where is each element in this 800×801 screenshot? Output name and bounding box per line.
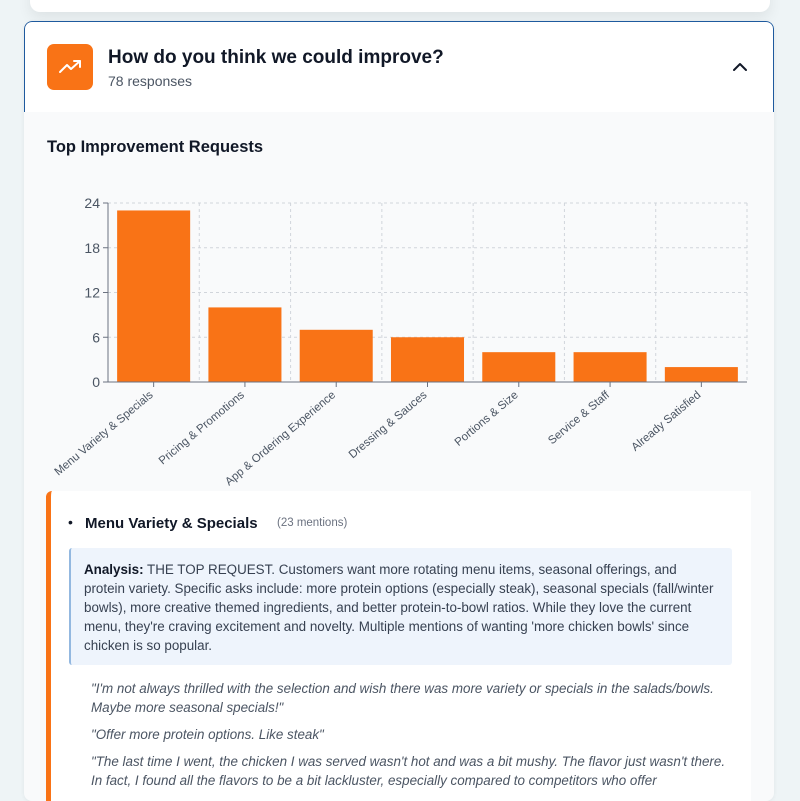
- y-tick-label: 18: [84, 239, 100, 256]
- y-tick-label: 0: [92, 374, 100, 390]
- bar[interactable]: [300, 330, 373, 382]
- x-tick-label: Portions & Size: [452, 389, 521, 449]
- x-tick-label: Service & Staff: [546, 389, 612, 448]
- response-count: 78 responses: [108, 73, 193, 89]
- trending-up-icon: [47, 44, 93, 90]
- y-tick-label: 6: [92, 329, 100, 346]
- analysis-box: [69, 548, 732, 665]
- bar[interactable]: [574, 352, 647, 382]
- quote-item: "Offer more protein options. Like steak": [91, 727, 324, 742]
- question-card: [24, 21, 774, 801]
- category-title: Menu Variety & Specials: [85, 515, 258, 532]
- question-title: How do you think we could improve?: [108, 47, 444, 68]
- card-header[interactable]: [24, 21, 774, 112]
- category-detail-card: [46, 491, 751, 801]
- y-tick-label: 24: [84, 195, 100, 211]
- x-tick-label: Already Satisfied: [629, 389, 704, 454]
- analysis-text: THE TOP REQUEST. Customers want more rotating menu items, seasonal offerings, and protein variety. Specific asks include: more protein options (especially steak), seasonal specials (fall/winter bowls), more creative themed ingredients, and better protein-to-bowl ratios. While they love the current menu, they're craving excitement and novelty. Multiple mentions of wanting 'more chicken bowls' since chicken is so popular.: [84, 562, 714, 653]
- mention-count: (23 mentions): [277, 517, 348, 529]
- chart-title: Top Improvement Requests: [47, 138, 264, 156]
- collapse-button[interactable]: [725, 52, 755, 82]
- x-tick-label: Dressing & Sauces: [346, 389, 430, 462]
- bar[interactable]: [391, 337, 464, 382]
- x-tick-label: Menu Variety & Specials: [52, 389, 156, 479]
- previous-card: [30, 0, 770, 12]
- bar-chart: [24, 171, 774, 491]
- x-tick-label: Pricing & Promotions: [156, 389, 247, 468]
- bar[interactable]: [208, 307, 281, 382]
- bullet: •: [68, 514, 73, 530]
- quote-item: "I'm not always thrilled with the selection and wish there was more variety or specials in the salads/bowls. Maybe more seasonal specials!": [91, 681, 714, 715]
- quote-item: "The last time I went, the chicken I was served wasn't hot and was a bit mushy. The flavor just wasn't there. In fact, I found all the flavors to be a bit lackluster, especially compared to competitors who offer: [91, 754, 726, 788]
- bar[interactable]: [665, 367, 738, 382]
- chevron-up-icon: [731, 58, 749, 76]
- y-tick-label: 12: [84, 284, 100, 301]
- quote-list: [91, 679, 731, 798]
- analysis-label: Analysis:: [84, 562, 144, 577]
- bar[interactable]: [117, 210, 190, 382]
- bar[interactable]: [482, 352, 555, 382]
- x-tick-label: App & Ordering Experience: [223, 389, 339, 489]
